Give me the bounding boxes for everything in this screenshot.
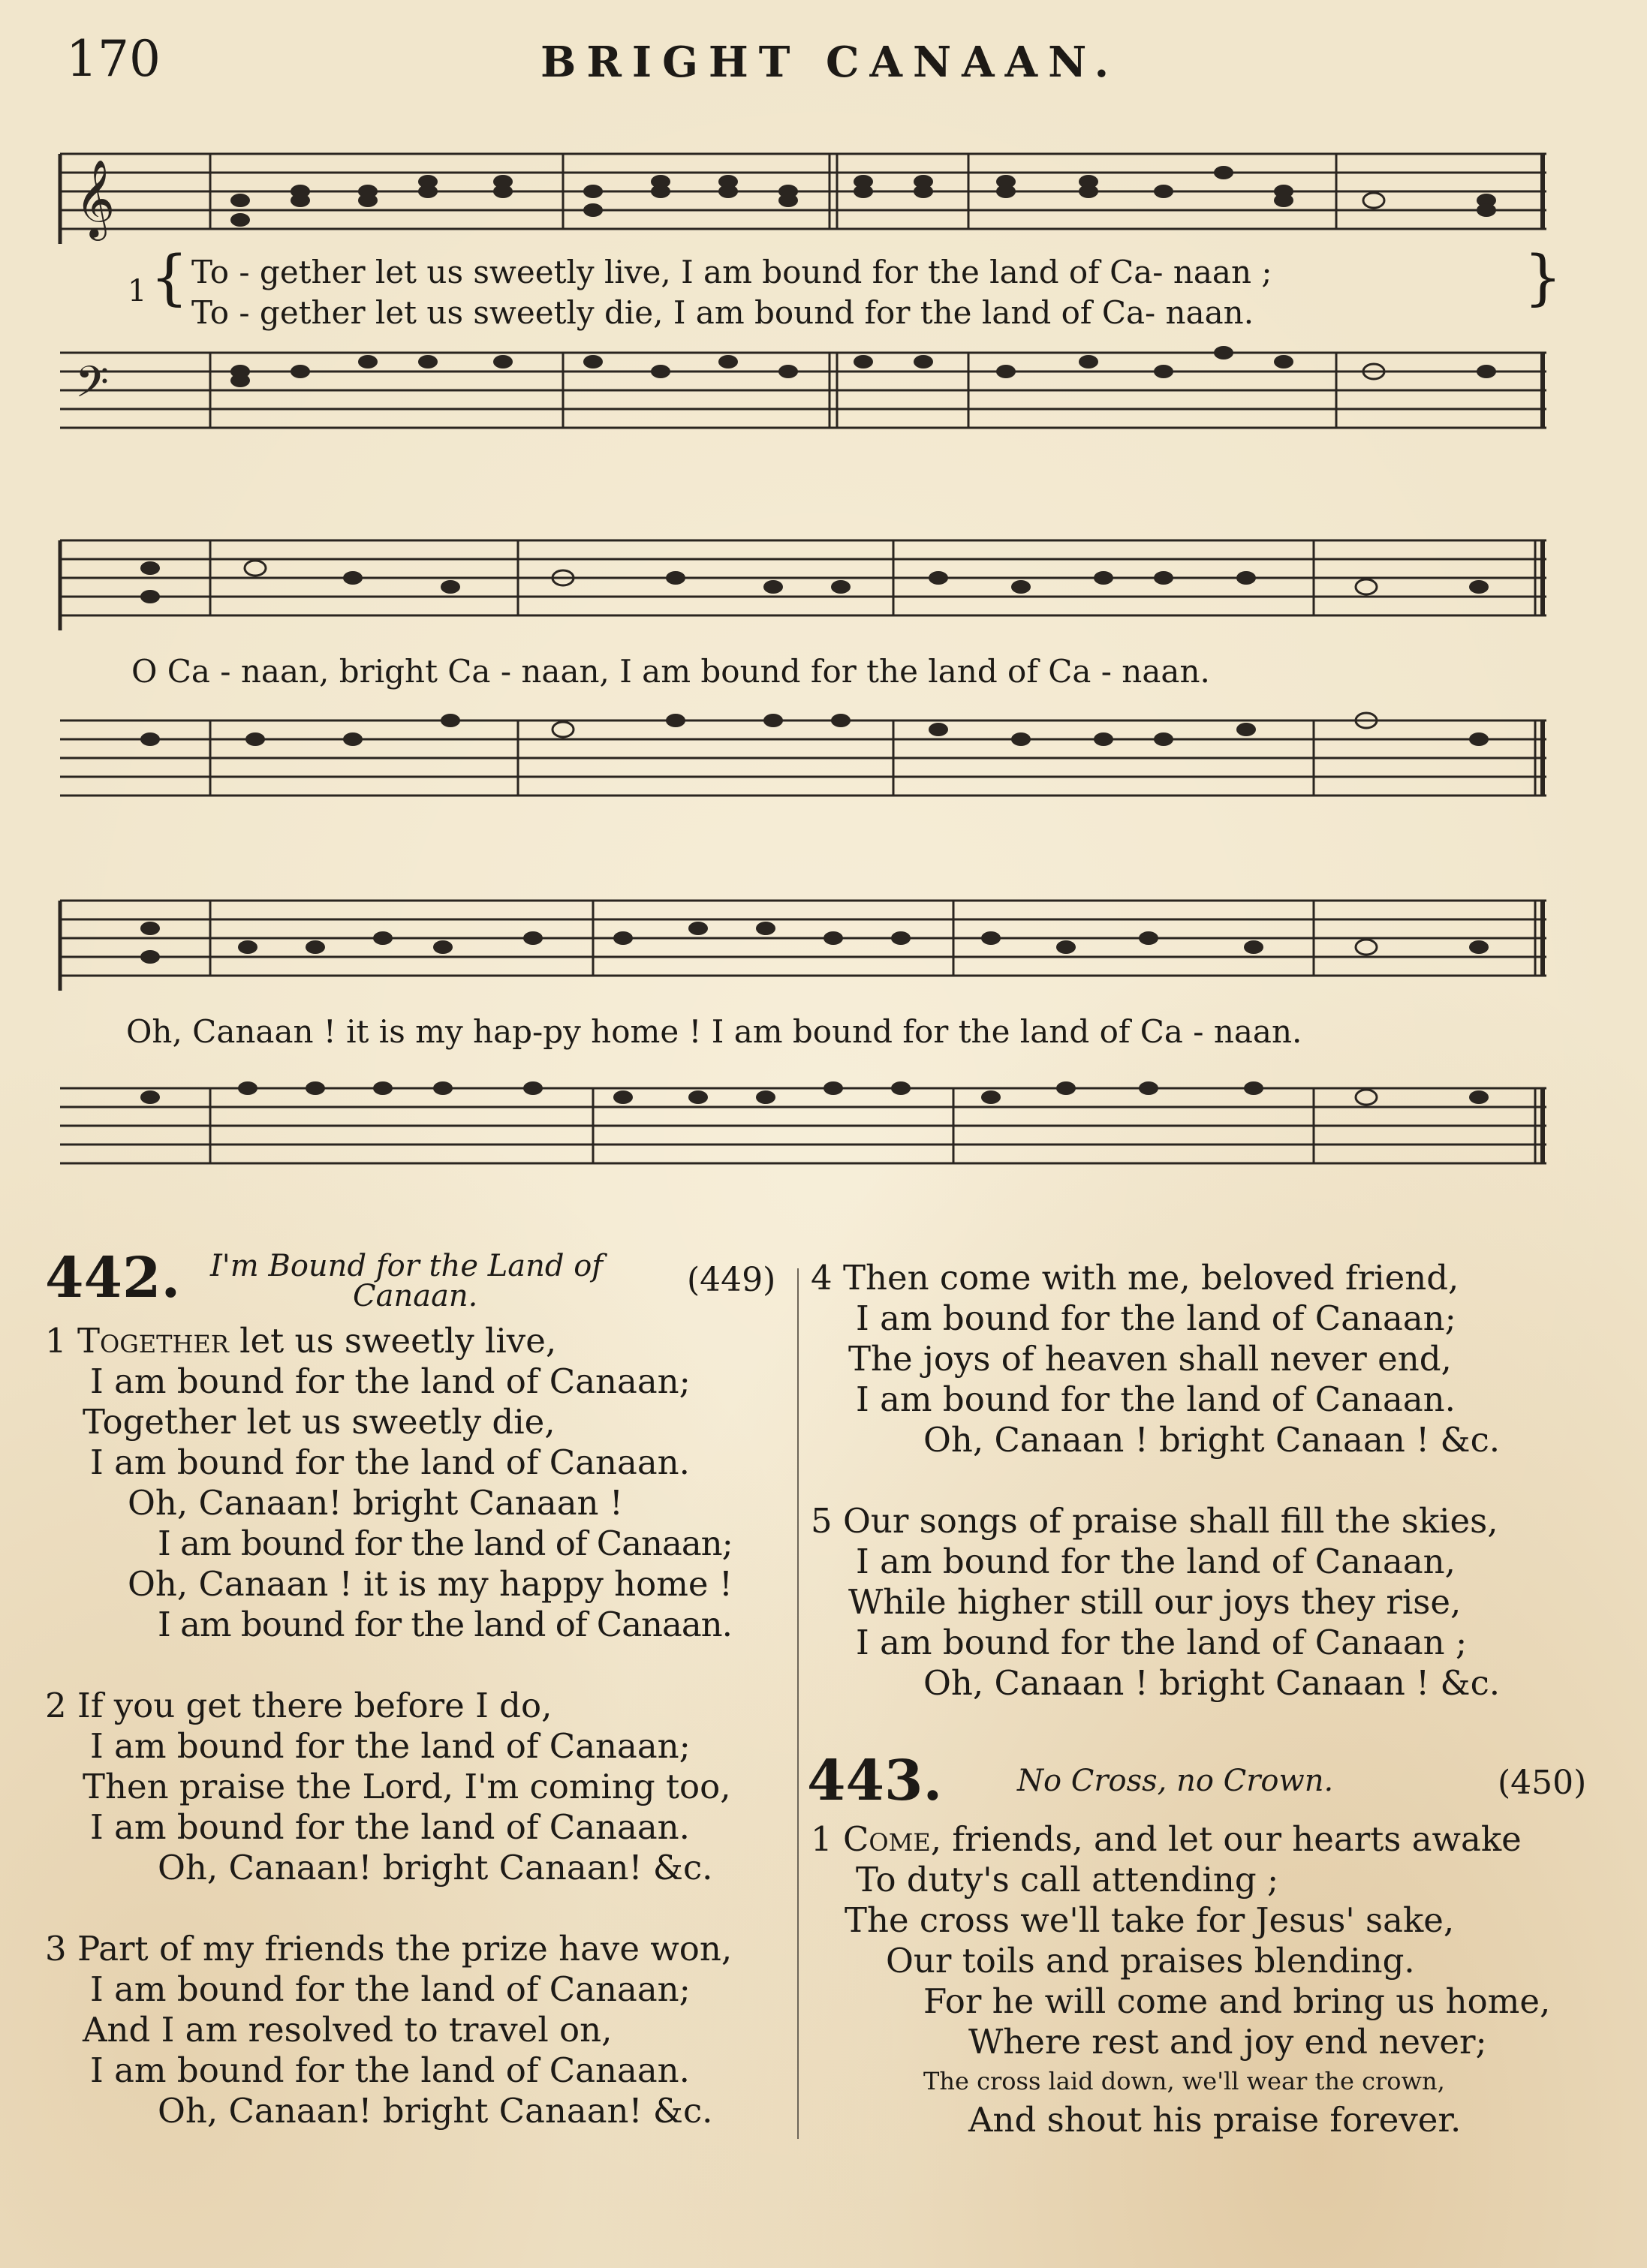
verse-line: I am bound for the land of Canaan; [90, 1361, 691, 1401]
music-system-3 [53, 886, 1554, 1216]
verse-number: 5 [811, 1501, 833, 1541]
hymn-443-header [807, 1749, 1618, 1816]
verse-first-word: Together [77, 1321, 229, 1361]
hymn-443-verses [811, 1819, 1606, 2140]
verse-number: 1 [811, 1819, 833, 1859]
verse-line: Oh, Canaan ! it is my happy home ! [128, 1564, 733, 1604]
verse-line: I am bound for the land of Canaan ; [856, 1623, 1468, 1662]
music-staff-bass-3 [53, 1073, 1554, 1201]
verse-line: Oh, Canaan ! bright Canaan ! &c. [923, 1420, 1501, 1460]
music-staff-treble-3 [53, 886, 1554, 991]
verse-line: The joys of heaven shall never end, [848, 1339, 1452, 1379]
hymn-subtitle: No Cross, no Crown. [1017, 1764, 1334, 1798]
verse-line: Oh, Canaan ! bright Canaan ! &c. [923, 1663, 1501, 1703]
verse-line: Oh, Canaan! bright Canaan ! [128, 1483, 623, 1523]
verse-number: 2 [45, 1686, 67, 1725]
verse-line: Then praise the Lord, I'm coming too, [83, 1767, 731, 1806]
verse-line: The cross laid down, we'll wear the crown, [923, 2067, 1445, 2095]
verse-line: I am bound for the land of Canaan. [90, 1442, 690, 1482]
verse-line: Oh, Canaan! bright Canaan! &c. [158, 2091, 713, 2131]
lyric-brace: { [150, 242, 188, 312]
verse-line: I am bound for the land of Canaan; [158, 1524, 733, 1563]
lyric-line-2: To - gether let us sweetly die, I am bound for the land of Ca- naan. [191, 294, 1254, 331]
verse-line: Our songs of praise shall fill the skies, [842, 1501, 1498, 1541]
verse-line: I am bound for the land of Canaan; [90, 1726, 691, 1766]
lyric-line-1: To - gether let us sweetly live, I am bound for the land of Ca- naan ; [191, 254, 1272, 290]
hymn-442-verses-left [45, 1321, 788, 2131]
verse-line: Our toils and praises blending. [886, 1941, 1415, 1981]
hymn-subtitle-2: Canaan. [353, 1279, 478, 1313]
verse-line: Part of my friends the prize have won, [77, 1929, 733, 1969]
lyric-line-refrain-2: Oh, Canaan ! it is my hap-py home ! I am bound for the land of Ca - naan. [126, 1013, 1302, 1050]
verse-line: For he will come and bring us home, [923, 1981, 1551, 2021]
verse-line: To duty's call attending ; [856, 1860, 1279, 1900]
hymn-tune-ref: (449) [687, 1261, 776, 1299]
verse-line: While higher still our joys they rise, [848, 1582, 1462, 1622]
verse-line: I am bound for the land of Canaan, [856, 1542, 1456, 1581]
column-divider [797, 1268, 799, 2139]
running-title: BRIGHT CANAAN. [540, 38, 1120, 87]
hymn-number: 443. [807, 1749, 943, 1813]
music-staff-treble-1 [53, 139, 1554, 244]
svg-text:𝄢: 𝄢 [75, 356, 110, 418]
verse-number: 1 [128, 274, 147, 308]
verse-line: The cross we'll take for Jesus' sake, [845, 1900, 1455, 1940]
hymn-442-header [45, 1246, 788, 1321]
verse-line: Where rest and joy end never; [968, 2022, 1487, 2062]
verse-first-word: Come [842, 1819, 931, 1859]
verse-line: I am bound for the land of Canaan. [90, 2050, 690, 2090]
verse-line: I am bound for the land of Canaan; [856, 1298, 1456, 1338]
verse-line: , friends, and let our hearts awake [930, 1819, 1522, 1859]
music-system-1 [53, 128, 1562, 480]
music-staff-treble-2 [53, 525, 1554, 630]
hymn-442-verses-right [811, 1258, 1606, 1704]
verse-line: And shout his praise forever. [968, 2100, 1462, 2140]
music-staff-bass-2 [53, 705, 1554, 833]
hymn-subtitle: I'm Bound for the Land of [210, 1249, 604, 1283]
verse-number: 1 [45, 1321, 67, 1361]
music-system-2 [53, 525, 1554, 841]
page-number: 170 [66, 30, 161, 88]
verse-line: I am bound for the land of Canaan; [90, 1969, 691, 2009]
verse-line: let us sweetly live, [228, 1321, 557, 1361]
verse-number: 3 [45, 1929, 67, 1969]
verse-line: And I am resolved to travel on, [83, 2010, 613, 2050]
verse-line: If you get there before I do, [77, 1686, 553, 1725]
hymn-number: 442. [45, 1246, 181, 1310]
verse-line: Oh, Canaan! bright Canaan! &c. [158, 1848, 713, 1887]
verse-line: I am bound for the land of Canaan. [158, 1605, 732, 1644]
verse-number: 4 [811, 1258, 833, 1298]
verse-line: I am bound for the land of Canaan. [90, 1807, 690, 1847]
lyric-line-refrain-1: O Ca - naan, bright Ca - naan, I am bound for the land of Ca - naan. [131, 653, 1210, 690]
lyric-brace-right: } [1524, 242, 1562, 312]
svg-text:𝄞: 𝄞 [75, 159, 116, 238]
verse-line: I am bound for the land of Canaan. [856, 1379, 1456, 1419]
verse-line: Together let us sweetly die, [83, 1402, 556, 1442]
hymn-tune-ref: (450) [1498, 1764, 1587, 1802]
music-staff-bass-1 [53, 338, 1554, 465]
verse-line: Then come with me, beloved friend, [842, 1258, 1459, 1298]
